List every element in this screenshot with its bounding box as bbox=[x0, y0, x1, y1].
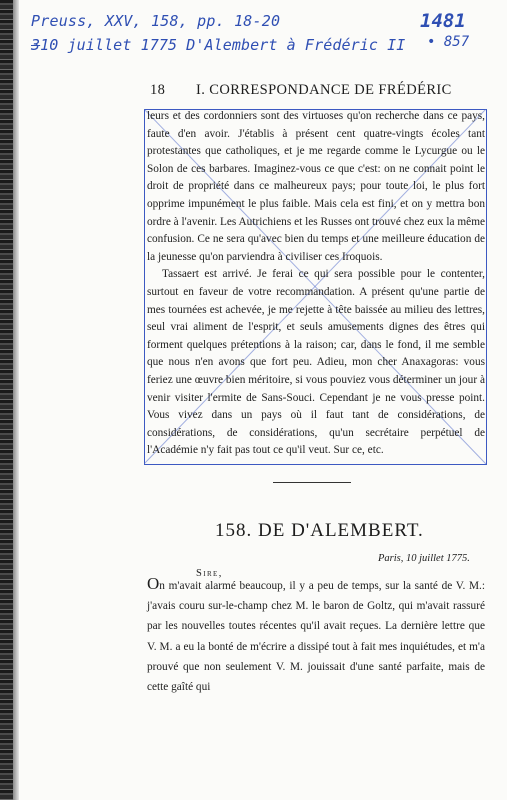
running-head-title: I. CORRESPONDANCE DE FRÉDÉRIC bbox=[196, 82, 452, 98]
salutation: Sire, bbox=[196, 568, 223, 579]
letter-paragraph: Tassaert est arrivé. Je ferai ce qui sera possible pour le contenter, surtout en faveur de votre recommandation. A présent qu'une partie de mes tournées est achevée, je me rejette à tête baissée au milieu des lettres, seul vrai aliment de l'esprit, et seuls amusements dignes des êtres qui forment quelques prétentions à la raison; car, dans le fond, il me semble que nous n'en avons que fort peu. Adieu, mon cher Anaxagoras: vous feriez une œuvre bien méritoire, si vous pouviez vous déterminer un jour à venir visiter l'ermite de Sans-Souci. Cependant je ne vous presse point. Vous vivez dans un pays où il faut tant de considérations, de considérations, de considérations, qu'un secrétaire perpétuel de l'Académie n'y fait pas tout ce qu'il veut. Sur ce, etc. bbox=[147, 268, 485, 457]
section-body bbox=[147, 576, 485, 697]
initial-letter: O bbox=[147, 574, 160, 593]
handwritten-source-note: Preuss, XXV, 158, pp. 18-20 bbox=[31, 12, 281, 30]
section-paragraph-text: n m'avait alarmé beaucoup, il y a peu de temps, sur la santé de V. M.: j'avais couru sur-le-champ chez M. le baron de Goltz, qui m'avait rassuré par les nouvelles toutes récentes qu'il avait reçues. La dernière lettre que V. M. a eu la bonté de m'écrire a dissipé tout à fait mes inquiétudes, et m'a prouvé que non seulement V. M. jouissait d'une santé parfaite, mais de cette gaîté qui bbox=[147, 580, 485, 694]
place-date-line: Paris, 10 juillet 1775. bbox=[378, 553, 470, 564]
struck-digit: 3 bbox=[31, 36, 41, 54]
section-heading: 158. DE D'ALEMBERT. bbox=[215, 520, 424, 541]
page-number: 18 bbox=[150, 82, 166, 98]
section-divider bbox=[273, 482, 351, 483]
handwritten-reference-sub: • 857 bbox=[427, 34, 470, 50]
letter-paragraph: leurs et des cordonniers sont des virtuoses qu'on recherche dans ce pays, faute d'en avoir. J'établis à présent cent quatre-vingts écoles tant protestantes que catholiques, et je me regarde comme le Lycurgue ou le Solon de ces barbares. Imaginez-vous ce que c'est: on ne connait point le droit de propriété dans ce malheureux pays; pour toute loi, le plus fort opprime impunément le plus faible. Mais cela est fini, et on y mettra bon ordre à l'avenir. Les Autrichiens et les Russes ont trouvé chez eux la même confusion. Ce ne sera qu'avec bien du temps et une meilleure éducation de la jeunesse qu'on parviendra à civiliser ces Iroquois. bbox=[147, 110, 485, 263]
section-paragraph bbox=[147, 576, 485, 697]
date-note-text: 10 juillet 1775 D'Alembert à Frédéric II bbox=[40, 36, 406, 54]
handwritten-reference-number: 1481 bbox=[420, 10, 466, 32]
handwritten-date-note bbox=[31, 36, 405, 54]
letter-body bbox=[147, 108, 485, 460]
scan-binding-edge bbox=[0, 0, 13, 800]
running-head bbox=[150, 82, 490, 99]
